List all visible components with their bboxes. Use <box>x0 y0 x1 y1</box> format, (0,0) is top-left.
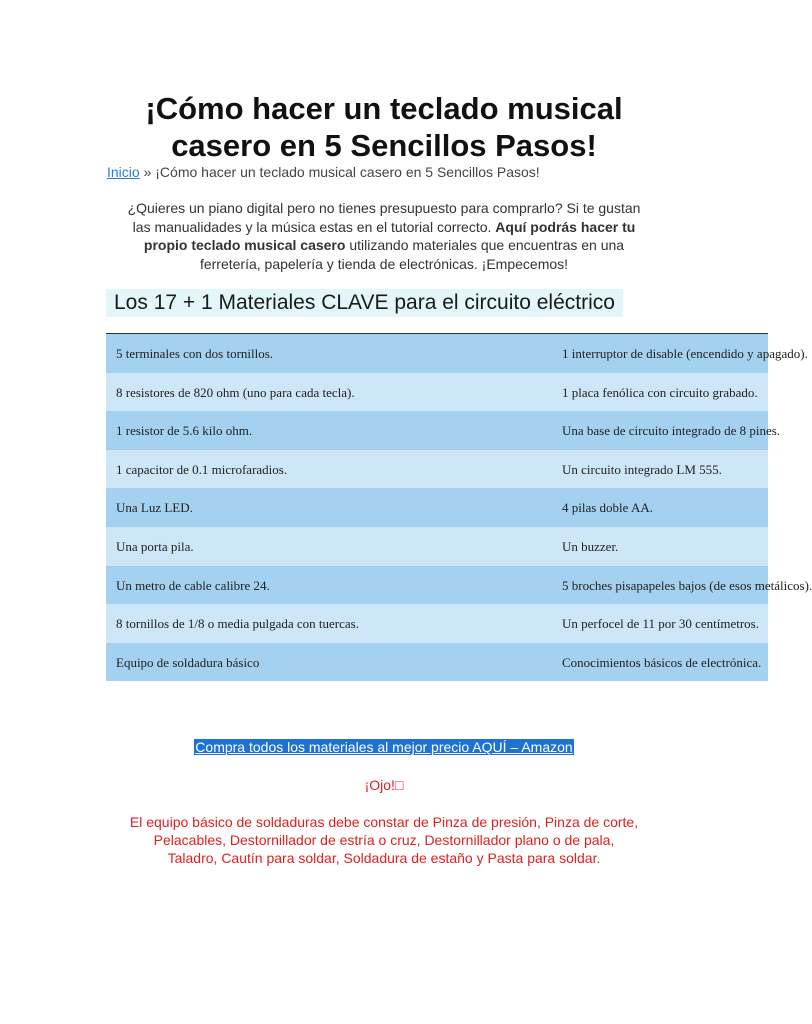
table-row <box>106 373 768 412</box>
intro-line-2 <box>100 218 668 237</box>
warning-text <box>100 813 668 867</box>
table-row <box>106 450 768 489</box>
table-cell: Una porta pila. <box>116 538 194 554</box>
page-title-line-2: casero en 5 Sencillos Pasos! <box>171 128 597 163</box>
table-cell: 5 terminales con dos tornillos. <box>116 346 274 361</box>
warning-line-2: Pelacables, Destornillador de estría o cruz, Destornillador plano o de pala, <box>153 832 615 848</box>
warning-line-3: Taladro, Cautín para soldar, Soldadura de estaño y Pasta para soldar. <box>167 850 601 866</box>
table-cell: 1 interruptor de disable (encendido y apagado). <box>562 346 808 361</box>
table-cell: Una base de circuito integrado de 8 pines. <box>562 423 781 439</box>
table-row <box>106 488 768 527</box>
intro-line-3 <box>100 236 668 255</box>
intro-line-1: ¿Quieres un piano digital pero no tienes presupuesto para comprarlo? Si te gustan <box>127 200 641 216</box>
table-cell: 8 resistores de 820 ohm (uno para cada tecla). <box>116 384 355 400</box>
breadcrumb <box>107 163 747 181</box>
intro-line-3-bold: propio teclado musical casero <box>143 237 346 253</box>
table-cell: Un perfocel de 11 por 30 centímetros. <box>562 616 759 632</box>
intro-line-4: ferretería, papelería y tienda de electrónicas. ¡Empecemos! <box>199 255 569 272</box>
section-heading: Los 17 + 1 Materiales CLAVE para el circuito eléctrico <box>106 289 623 317</box>
table-row <box>106 527 768 566</box>
table-row <box>106 566 812 605</box>
breadcrumb-current: ¡Cómo hacer un teclado musical casero en 5 Sencillos Pasos! <box>155 164 540 180</box>
table-cell: 1 resistor de 5.6 kilo ohm. <box>116 423 253 439</box>
breadcrumb-separator: » <box>143 164 152 180</box>
table-row <box>106 411 781 450</box>
buy-materials-link[interactable]: Compra todos los materiales al mejor precio AQUÍ – Amazon <box>195 739 573 755</box>
intro-line-2-text: las manualidades y la música estas en el tutorial correcto. <box>132 218 492 235</box>
buy-link-container <box>0 738 768 756</box>
table-cell: Conocimientos básicos de electrónica. <box>562 654 762 670</box>
table-cell: 1 capacitor de 0.1 microfaradios. <box>116 461 288 477</box>
table-cell: Un circuito integrado LM 555. <box>562 461 722 477</box>
table-cell: Un buzzer. <box>562 538 619 554</box>
table-cell: Una Luz LED. <box>116 500 193 516</box>
table-row <box>106 334 808 373</box>
intro-line-2-bold: Aquí podrás hacer tu <box>495 218 636 235</box>
table-cell: 4 pilas doble AA. <box>562 500 653 516</box>
table-row <box>106 604 768 643</box>
intro-line-3-text: utilizando materiales que encuentras en una <box>349 237 625 253</box>
table-row <box>106 643 768 682</box>
materials-table <box>106 333 812 681</box>
page-title-line-1: ¡Cómo hacer un teclado musical <box>145 91 623 126</box>
table-cell: 8 tornillos de 1/8 o media pulgada con tuercas. <box>116 616 359 632</box>
table-cell: 5 broches pisapapeles bajos (de esos metálicos). <box>562 577 812 593</box>
table-cell: 1 placa fenólica con circuito grabado. <box>562 384 758 400</box>
breadcrumb-home-link[interactable]: Inicio <box>107 164 140 180</box>
table-cell: Un metro de cable calibre 24. <box>116 577 270 593</box>
page-title <box>100 90 668 164</box>
warning-title: ¡Ojo!□ <box>364 777 404 793</box>
intro-paragraph <box>100 199 668 273</box>
table-cell: Equipo de soldadura básico <box>116 654 260 670</box>
warning-line-1: El equipo básico de soldaduras debe constar de Pinza de presión, Pinza de corte, <box>129 814 639 830</box>
